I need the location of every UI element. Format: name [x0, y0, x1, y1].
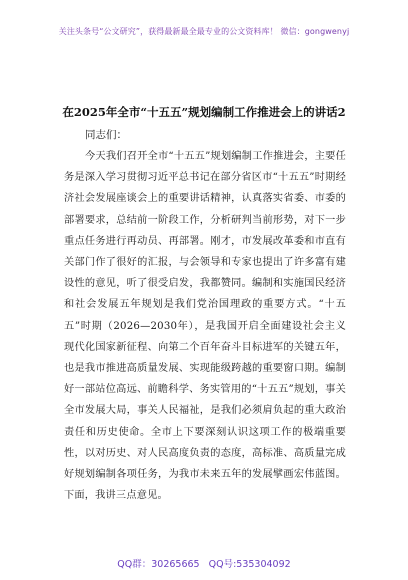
salutation: 同志们： [85, 129, 127, 141]
footer-qq-group: QQ群：30265665 [117, 559, 200, 570]
footer-qq-number: QQ号:535304092 [208, 559, 291, 570]
footer [0, 556, 408, 570]
body-paragraph: 今天我们召开全市“十五五”规划编制工作推进会，主要任务是深入学习贯彻习近平总书记在部分省区市“十五五”时期经济社会发展座谈会上的重要讲话精神，认真落实省委、市委的部署要求，总结前一阶段工作，分析研判当前形势，对下一步重点任务进行再动员、再部署。刚才，市发展改革委和市直有关部门作了很好的汇报，与会领导和专家也提出了许多富有建设性的意见，听了很受启发，我都赞同。编制和实施国民经济和社会发展五年规划是我们党治国理政的重要方式。“十五五”时期（2026—2030年），是我国开启全面建设社会主义现代化国家新征程、向第二个百年奋斗目标进军的关键五年，也是我市推进高质量发展、实现能级跨越的重要窗口期。编制好一部站位高远、前瞻科学、务实管用的“十五五”规划，事关全市发展大局，事关人民福祉，是我们必须肩负起的重大政治责任和历史使命。全市上下要深刻认识这项工作的极端重要性，以对历史、对人民高度负责的态度，高标准、高质量完成好规划编制各项任务，为我市未来五年的发展擘画宏伟蓝图。下面，我讲三点意见。 [64, 151, 346, 502]
top-banner: 关注头条号“公文研究”，获得最新最全最专业的公文资料库！ 微信：gongwenyj [58, 27, 350, 36]
document-body [64, 120, 346, 506]
document-title: 在2025年全市“十五五”规划编制工作推进会上的讲话2 [62, 105, 346, 119]
